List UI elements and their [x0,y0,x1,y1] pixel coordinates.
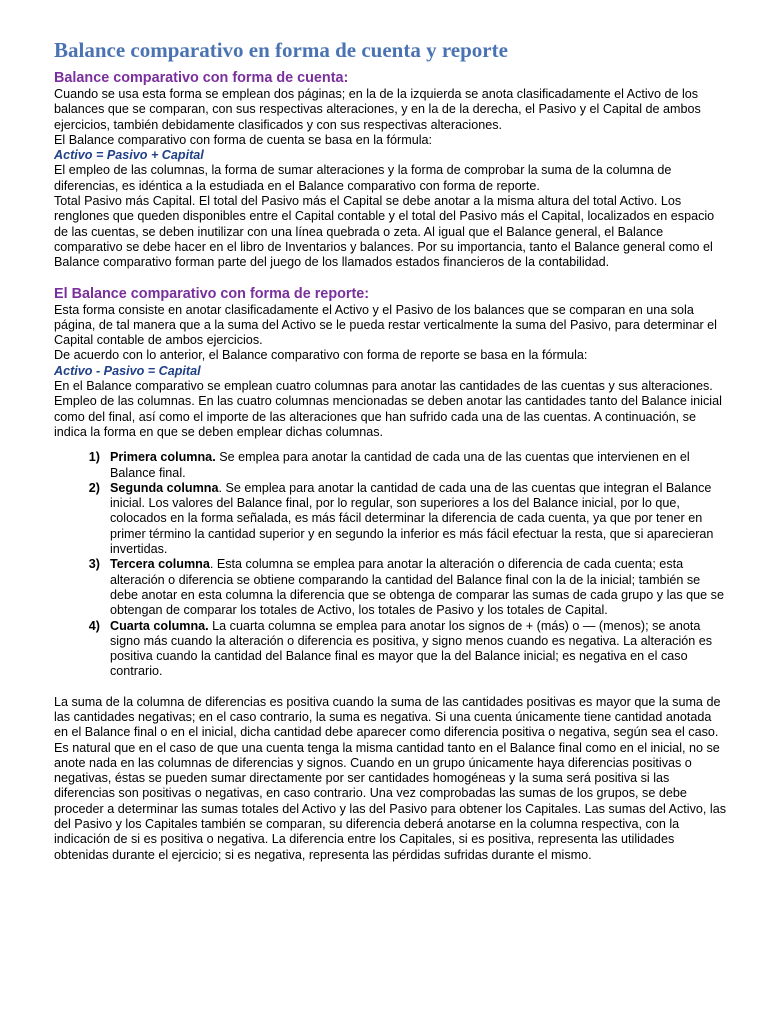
paragraph-reporte-formula-intro: De acuerdo con lo anterior, el Balance comparativo con forma de reporte se basa en la fórmula: [54,348,588,363]
paragraph-cuenta-formula-intro: El Balance comparativo con forma de cuenta se basa en la fórmula: [54,132,433,147]
paragraph-reporte-intro: Esta forma consiste en anotar clasificadamente el Activo y el Pasivo de los balances que se comparan en una sola página, de tal manera que a la suma del Activo se le pueda restar verticalmente la suma del Pasivo, para determinar el Capital contable de ambos ejercicios. [54,302,717,348]
paragraph-reporte-conclusion: La suma de la columna de diferencias es positiva cuando la suma de las cantidades positivas es mayor que la suma de las cantidades negativas; en el caso contrario, la suma es negativa. Si una cuenta únicamente tiene cantidad anotada en el Balance final o en el inicial, dicha cantidad debe aparecer como diferencia positiva o negativa, según sea el caso. Es natural que en el caso de que una cuenta tenga la misma cantidad tanto en el Balance final como en el inicial, no se anote nada en las columnas de diferencias y signos. Cuando en un grupo únicamente haya diferencias positivas o negativas, éstas se pueden sumar directamente por ser cantidades homogéneas y la suma será positiva si las diferencias son positivas o negativas, en caso contrario. Una vez comprobadas las sumas de los grupos, se debe proceder a determinar las sumas totales del Activo y las del Pasivo para obtener los Capitales. Las sumas del Activo, las del Pasivo y los Capitales también se comparan, su diferencia deberá anotarse en la columna respectiva, con la indicación de si es positiva o negativa. La diferencia entre los Capitales, si es positiva, representa las utilidades obtenidas durante el ejercicio; si es negativa, representa las pérdidas sufridas durante el mismo. [54,694,727,862]
paragraph-cuenta-columnas: El empleo de las columnas, la forma de sumar alteraciones y la forma de comprobar la suma de la columna de diferencias, es idéntica a la estudiada en el Balance comparativo con forma de reporte. [54,163,672,193]
list-item [54,619,728,680]
formula-reporte: Activo - Pasivo = Capital [54,363,201,378]
list-item-body [110,619,728,680]
paragraph-cuenta-intro: Cuando se usa esta forma se emplean dos páginas; en la de la izquierda se anota clasificadamente el Activo de los balances que se comparan, con sus respectivas alteraciones, y en la de la derecha, el Pasivo y el Capital de ambos ejercicios, también debidamente clasificados y con sus respectivas alteraciones. [54,87,701,132]
list-item-body [110,450,728,481]
list-item-body [110,557,728,618]
list-item-term: Tercera columna [110,557,210,572]
list-item-text: La cuarta columna se emplea para anotar los signos de + (más) o — (menos); se anota signo más cuando la alteración o diferencia es positiva, y signo menos cuando es negativa. La alteración es positiva cuando la cantidad del Balance final es mayor que la del Balance inicial; es negativa en el caso contrario. [110,618,713,679]
list-item-term: Cuarta columna. [110,618,209,633]
list-item-body [110,481,728,557]
section-spacer [54,271,728,285]
list-marker: 3) [88,557,100,572]
list-item-text: . Esta columna se emplea para anotar la alteración o diferencia de cada cuenta; esta alteración o diferencia se obtiene comparando la cantidad del Balance final con la de la inicial; también se debe anotar en esta columna la diferencia que se obtenga de comparar las sumas de cada grupo y las que se obtengan de comparar los totales de Activo, los totales de Pasivo y los totales de Capital. [110,557,724,618]
list-item-text: . Se emplea para anotar la cantidad de cada una de las cuentas que integran el Balance inicial. Los valores del Balance final, por lo regular, son superiores a los del Balance inicial, por lo que, colocados en la forma señalada, es más fácil determinar la diferencia de cada cuenta, ya que por tener en primer término la cantidad superior y en segundo la inferior es más fácil efectuar la resta, que si aparecieran invertidas. [110,480,714,557]
list-marker: 4) [88,618,100,633]
list-item [54,450,728,481]
list-item-term: Primera columna. [110,450,216,465]
document-page [54,36,728,863]
list-marker: 1) [88,450,100,465]
columns-list [54,450,728,679]
list-item-text: Se emplea para anotar la cantidad de cada una de las cuentas que intervienen en el Balance final. [110,450,690,480]
section-heading-cuenta: Balance comparativo con forma de cuenta: [54,70,349,86]
section-forma-cuenta [54,69,728,271]
section-forma-reporte [54,285,728,863]
list-item [54,557,728,618]
paragraph-cuenta-total-pasivo: Total Pasivo más Capital. El total del Pasivo más el Capital se debe anotar a la misma altura del total Activo. Los renglones que queden disponibles entre el Capital contable y el total del Pasivo más el Capital, localizados en espacio de las cuentas, se deben inutilizar con una línea quebrada o zeta. Al igual que el Balance general, el Balance comparativo se debe hacer en el libro de Inventarios y balances. Por su importancia, tanto el Balance general como el Balance comparativo forman parte del juego de los llamados estados financieros de la contabilidad. [54,194,715,270]
paragraph-reporte-columnas: En el Balance comparativo se emplean cuatro columnas para anotar las cantidades de las cuentas y sus alteraciones. Empleo de las columnas. En las cuatro columnas mencionadas se deben anotar las cantidades tanto del Balance inicial como del final, así como el importe de las alteraciones que han sufrido cada una de las cuentas. A continuación, se indica la forma en que se deben emplear dichas columnas. [54,379,722,439]
document-title: Balance comparativo en forma de cuenta y reporte [54,38,508,62]
list-marker: 2) [88,480,100,495]
formula-cuenta: Activo = Pasivo + Capital [54,148,204,163]
section-heading-reporte: El Balance comparativo con forma de reporte: [54,285,370,302]
list-item [54,481,728,557]
list-item-term: Segunda columna [110,480,219,495]
